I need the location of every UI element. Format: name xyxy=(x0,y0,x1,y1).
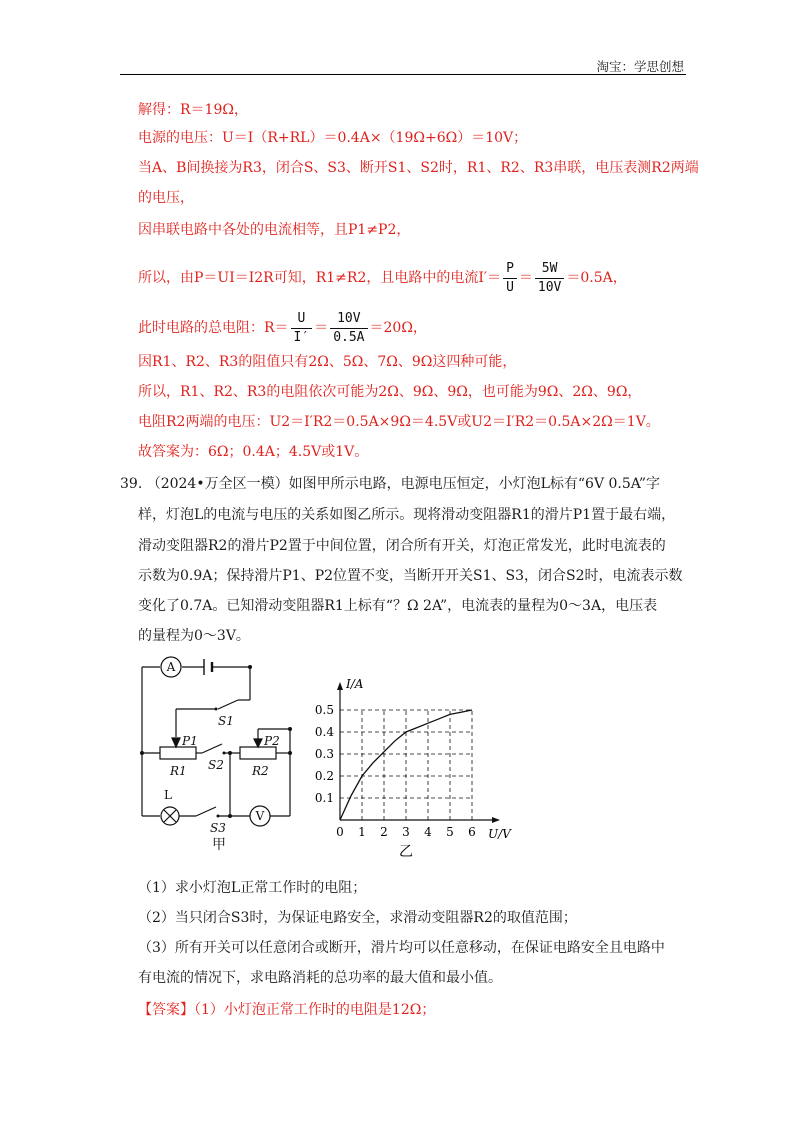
p1-label: P1 xyxy=(182,734,198,748)
equals-sign: ＝ xyxy=(518,270,533,286)
x-axis-arrow xyxy=(492,817,500,823)
sol-text-9: 所以，R1、R2、R3的电阻依次可能为2Ω、9Ω、9Ω，也可能为9Ω、2Ω、9Ω， xyxy=(138,384,642,400)
sol-line-9 xyxy=(138,382,641,402)
x-tick-label: 2 xyxy=(380,825,388,839)
sol-line-5 xyxy=(138,220,410,240)
sol-line-4 xyxy=(138,188,194,208)
q39-text-3: 滑动变阻器R2的滑片P2置于中间位置，闭合所有开关，灯泡正常发光，此时电流表的 xyxy=(138,538,666,554)
sol-text-6b: ＝0.5A， xyxy=(566,270,627,286)
fraction-5w-over-10v xyxy=(535,260,564,297)
frac-den: U xyxy=(503,278,517,297)
sol-line-10 xyxy=(138,412,660,432)
q39-text-4: 示数为0.9A；保持滑片P1、P2位置不变，当断开开关S1、S3，闭合S2时，电流表示数 xyxy=(138,568,683,584)
q39-line-4 xyxy=(138,566,683,586)
q39-part-3 xyxy=(138,938,665,958)
q39-line-1 xyxy=(120,474,660,494)
frac-den: 0.5A xyxy=(330,328,367,347)
answer-tag: 【答案】 xyxy=(138,1002,194,1018)
y-tick-label: 0.1 xyxy=(314,791,334,805)
x-tick-label: 4 xyxy=(424,825,432,839)
q39-text-5: 变化了0.7A。已知滑动变阻器R1上标有“？Ω 2A”，电流表的量程为0～3A，电压表 xyxy=(138,598,658,614)
sol-text-3: 当A、B间换接为R3，闭合S、S3、断开S1、S2时，R1、R2、R3串联，电压表测R2两端 xyxy=(138,160,699,176)
ammeter-label: A xyxy=(166,660,176,674)
sol-text-7b: ＝20Ω， xyxy=(369,320,427,336)
p2-label: P2 xyxy=(264,734,280,748)
header-shop-name: 淘宝：学思创想 xyxy=(596,59,684,74)
sol-line-3 xyxy=(138,158,699,178)
fraction-10v-over-05a xyxy=(330,310,367,347)
r2-label: R2 xyxy=(252,764,269,778)
q39-line-3 xyxy=(138,536,666,556)
fraction-u-over-i xyxy=(291,310,313,347)
chart-ticks xyxy=(315,703,476,839)
q39-part-1-text: （1）求小灯泡L正常工作时的电阻； xyxy=(138,880,367,896)
circuit-diagram xyxy=(130,655,310,855)
s3-label: S3 xyxy=(210,821,226,835)
frac-num: 5W xyxy=(541,260,558,276)
y-axis-arrow xyxy=(337,682,343,690)
sol-text-4: 的电压， xyxy=(138,190,194,206)
voltmeter-label: V xyxy=(255,809,265,823)
x-tick-label: 0 xyxy=(336,825,344,839)
y-tick-label: 0.5 xyxy=(314,703,334,717)
y-axis-label: I/A xyxy=(346,677,364,691)
frac-num: P xyxy=(506,260,514,276)
s2-label: S2 xyxy=(208,758,224,772)
equals-sign: ＝ xyxy=(314,320,329,336)
q39-part-3-text: （3）所有开关可以任意闭合或断开，滑片均可以任意移动，在保证电路安全且电路中 xyxy=(138,940,665,956)
sol-text-11: 故答案为：6Ω；0.4A；4.5V或1V。 xyxy=(138,444,369,460)
x-tick-label: 1 xyxy=(358,825,366,839)
sol-text-1: 解得：R＝19Ω， xyxy=(138,102,248,118)
q39-part-2 xyxy=(138,908,577,928)
x-tick-label: 6 xyxy=(468,825,476,839)
answer-text-1: （1）小灯泡正常工作时的电阻是12Ω； xyxy=(194,1002,436,1018)
sol-line-1 xyxy=(138,100,248,120)
frac-den: I′ xyxy=(291,328,313,347)
s1-label: S1 xyxy=(218,714,234,728)
r1-label: R1 xyxy=(170,764,187,778)
y-tick-label: 0.4 xyxy=(314,725,334,739)
frac-num: U xyxy=(297,310,306,326)
circuit-caption: 甲 xyxy=(212,837,226,853)
q39-part-1 xyxy=(138,878,366,898)
y-tick-label: 0.3 xyxy=(314,747,334,761)
sol-line-6 xyxy=(138,258,627,298)
q39-part-4 xyxy=(138,968,502,988)
answer-line-1 xyxy=(138,1000,435,1020)
q39-line-2 xyxy=(138,505,675,525)
q39-line-6 xyxy=(138,626,250,646)
sol-text-7a: 此时电路的总电阻：R＝ xyxy=(138,320,289,336)
q39-part-2-text: （2）当只闭合S3时，为保证电路安全，求滑动变阻器R2的取值范围； xyxy=(138,910,577,926)
sol-text-6a: 所以，由P＝UI＝I2R可知，R1≠R2，且电路中的电流I′＝ xyxy=(138,270,502,286)
q39-text-1: 39. （2024•万全区一模）如图甲所示电路，电源电压恒定，小灯泡L标有“6V 0.5A”字 xyxy=(120,476,660,492)
fraction-p-over-u xyxy=(503,260,517,297)
iu-graph xyxy=(310,660,530,860)
graph-caption: 乙 xyxy=(399,844,413,860)
q39-text-6: 的量程为0～3V。 xyxy=(138,628,250,644)
sol-line-7 xyxy=(138,308,427,348)
frac-den: 10V xyxy=(535,278,564,297)
x-tick-label: 3 xyxy=(402,825,410,839)
sol-text-5: 因串联电路中各处的电流相等，且P1≠P2， xyxy=(138,222,411,238)
sol-line-2 xyxy=(138,128,527,148)
lamp-label: L xyxy=(164,788,172,802)
sol-line-8 xyxy=(138,352,516,372)
frac-num: 10V xyxy=(337,310,361,326)
header-rule xyxy=(120,74,686,75)
chart-axes xyxy=(337,682,500,823)
q39-text-2: 样，灯泡L的电流与电压的关系如图乙所示。现将滑动变阻器R1的滑片P1置于最右端， xyxy=(138,507,676,523)
y-tick-label: 0.2 xyxy=(314,769,334,783)
x-axis-label: U/V xyxy=(488,827,511,841)
sol-line-11 xyxy=(138,442,368,462)
sol-text-10: 电阻R2两端的电压：U2＝I′R2＝0.5A×9Ω＝4.5V或U2＝I′R2＝0.5A×2Ω＝1V。 xyxy=(138,414,660,430)
sol-text-2: 电源的电压：U＝I（R+RL）＝0.4A×（19Ω+6Ω）＝10V； xyxy=(138,130,528,146)
x-tick-label: 5 xyxy=(446,825,454,839)
chart-grid xyxy=(340,710,472,820)
q39-line-5 xyxy=(138,596,657,616)
sol-text-8: 因R1、R2、R3的阻值只有2Ω、5Ω、7Ω、9Ω这四种可能， xyxy=(138,354,517,370)
q39-part-4-text: 有电流的情况下，求电路消耗的总功率的最大值和最小值。 xyxy=(138,970,502,986)
